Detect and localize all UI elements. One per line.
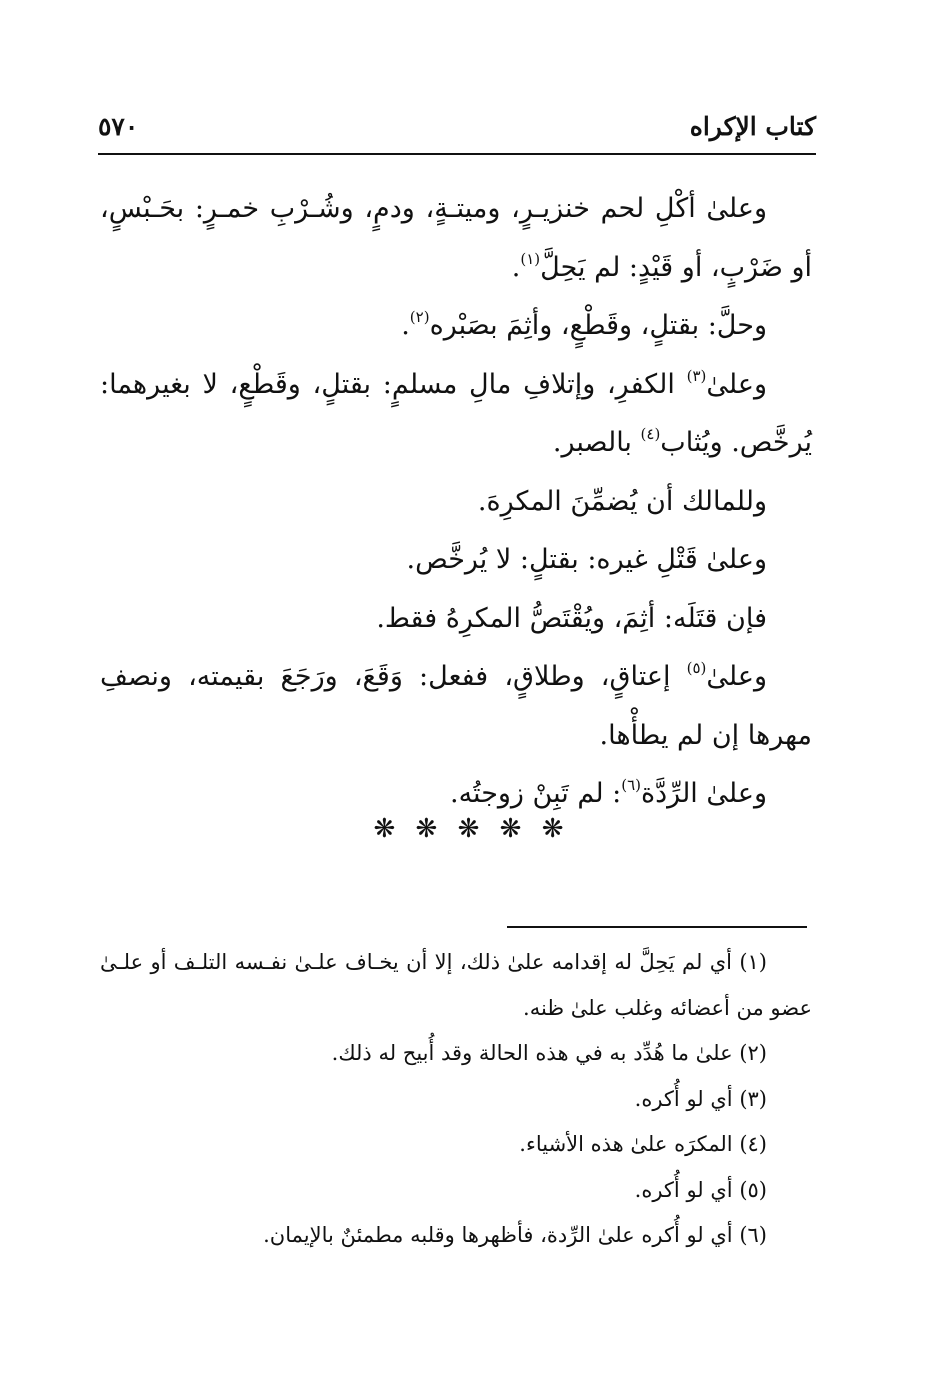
text-segment: وعلىٰ — [706, 661, 767, 692]
paragraph — [100, 648, 812, 765]
footnote-6: (٦) أي لو أُكره علىٰ الرِّدة، فأظهرها وقلبه مطمئنٌ بالإيمان. — [263, 1223, 767, 1247]
separator-star: ❋ — [373, 814, 402, 844]
main-text — [100, 180, 812, 824]
text-segment: بالصبر. — [552, 427, 641, 458]
text-segment: فإن قتَلَه: أثِمَ، ويُقْتَصُّ المكرِهُ فقط. — [376, 602, 767, 634]
footnote-3: (٣) أي لو أُكره. — [634, 1086, 767, 1111]
paragraph — [100, 180, 812, 297]
chapter-title: كتاب الإكراه — [689, 112, 816, 141]
text-segment: إعتاقٍ، وطلاقٍ، ففعل: وَقَعَ، ورَجَعَ بقيمته، ونصفِ مهرها إن لم يطأْها. — [100, 661, 812, 751]
footnote-4: (٤) المكرَه علىٰ هذه الأشياء. — [519, 1132, 767, 1156]
text-segment: . — [511, 251, 521, 283]
text-segment: . — [401, 310, 410, 341]
header-divider — [98, 153, 816, 155]
paragraph — [100, 531, 812, 590]
separator-star: ❋ — [457, 814, 486, 844]
footnote-1: (١) أي لم يَحِلَّ له إقدامه علىٰ ذلك، إلا أن يخـاف علـىٰ نفـسه التلـف أو علـىٰ عضو من أعضائه وغلب علىٰ ظنه. — [100, 950, 812, 1020]
section-separator — [0, 814, 943, 844]
paragraph — [100, 473, 812, 532]
footnote-ref: (٥) — [686, 659, 707, 677]
text-segment: وللمالك أن يُضمِّنَ المكرِهَ. — [477, 485, 767, 517]
footnote-ref: (٣) — [686, 366, 707, 385]
text-segment: الكفرِ، وإتلافِ مالِ مسلمٍ: بقتلٍ، وقَطْعٍ، لا بغيرهما: يُرخَّص. ويُثاب — [100, 368, 812, 458]
page-number: ٥٧٠ — [98, 112, 139, 141]
footnote-ref: (٢) — [409, 308, 430, 326]
text-segment: وحلَّ: بقتلٍ، وقَطْعٍ، وأثِمَ بصَبْره — [429, 310, 767, 341]
separator-star: ❋ — [415, 814, 444, 844]
footnote-ref: (٤) — [640, 425, 661, 443]
footnote-divider — [507, 926, 807, 928]
separator-star: ❋ — [541, 814, 570, 844]
footnote-ref: (٦) — [621, 776, 642, 794]
footnote-ref: (١) — [520, 249, 541, 268]
paragraph — [100, 297, 812, 356]
footnotes — [100, 940, 812, 1259]
text-segment: وعلىٰ قَتْلِ غيره: بقتلٍ: لا يُرخَّص. — [406, 544, 767, 575]
separator-star: ❋ — [499, 814, 528, 844]
text-segment: : لم تَبِنْ زوجتُه. — [450, 778, 622, 809]
paragraph — [100, 590, 812, 649]
text-segment: وعلىٰ أكْلِ لحم خنزيـرٍ، وميتـةٍ، ودمٍ، وشُـرْبِ خمـرٍ: بحَـبْسٍ، أو ضَرْبٍ، أو قَيْدٍ: لم يَحِلَّ — [100, 193, 812, 283]
footnote-5: (٥) أي لو أُكره. — [634, 1177, 767, 1202]
footnote-2: (٢) علىٰ ما هُدِّد به في هذه الحالة وقد أُبيح له ذلك. — [331, 1041, 767, 1065]
paragraph — [100, 356, 812, 473]
page-header — [98, 108, 816, 152]
text-segment: وعلىٰ — [706, 368, 767, 400]
text-segment: وعلىٰ الرِّدَّة — [641, 778, 767, 809]
